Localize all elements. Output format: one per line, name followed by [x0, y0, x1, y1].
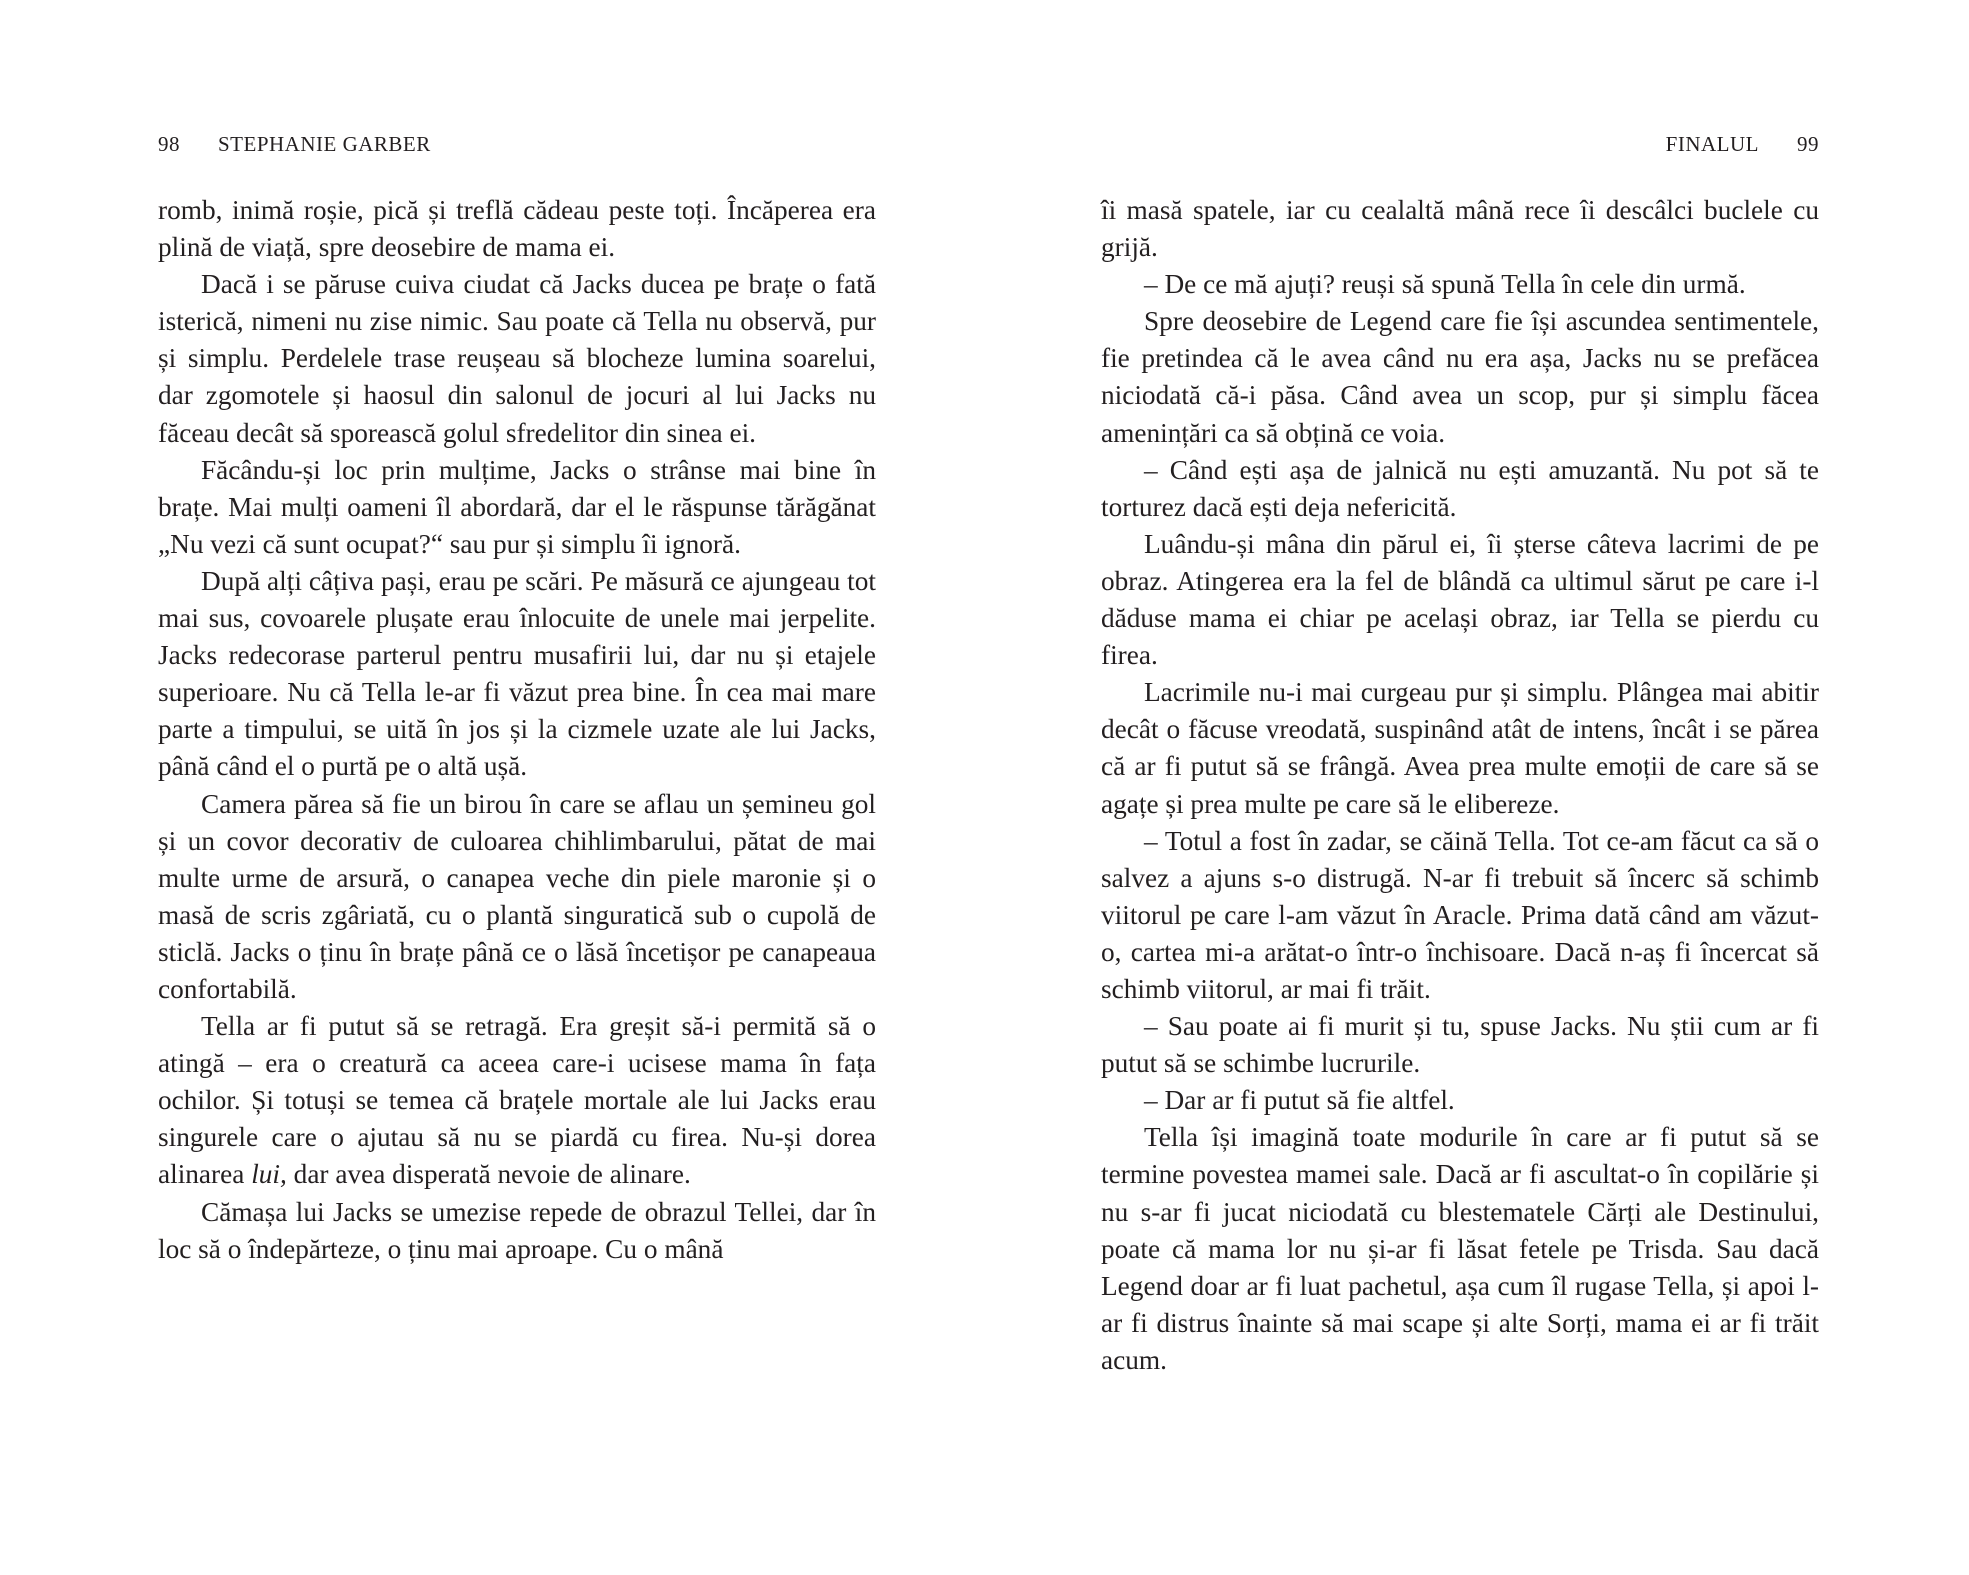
paragraph: – Totul a fost în zadar, se căină Tella. Tot ce-am făcut ca să o salvez a ajuns s-o distrugă. N-ar fi trebuit să încerc să schimb viitorul pe care l-am văzut în Aracle. Prima dată când am văzut-o, cartea mi-a arătat-o într-o închisoare. Dacă n-aș fi încercat să schimb viitorul, ar mai fi trăit.	[1101, 825, 1819, 1004]
paragraph: Cămașa lui Jacks se umezise repede de obrazul Tellei, dar în loc să o îndepărteze, o ținu mai aproape. Cu o mână	[158, 1196, 876, 1264]
paragraph: Lacrimile nu-i mai curgeau pur și simplu. Plângea mai abitir decât o făcuse vreodată, suspinând atât de intens, încât i se părea că ar fi putut să se frângă. Avea prea multe emoții de care să se agațe și prea multe pe care să le elibereze.	[1101, 677, 1819, 819]
paragraph: – Când ești așa de jalnică nu ești amuzantă. Nu pot să te torturez dacă ești deja nefericită.	[1101, 454, 1819, 522]
right-chapter-title: FINALUL	[1665, 132, 1759, 156]
left-author-name: STEPHANIE GARBER	[218, 132, 431, 156]
paragraph-text: dar avea disperată nevoie de alinare.	[286, 1159, 691, 1190]
right-page	[1101, 132, 1819, 1379]
paragraph: – De ce mă ajuți? reuși să spună Tella în cele din urmă.	[1144, 269, 1746, 300]
right-running-head	[1101, 132, 1819, 170]
paragraph: Dacă i se păruse cuiva ciudat că Jacks ducea pe brațe o fată isterică, nimeni nu zise nimic. Sau poate că Tella nu observă, pur și simplu. Perdelele trase reușeau să blocheze lumina soarelui, dar zgomotele și haosul din salonul de jocuri al lui Jacks nu făceau decât să sporească golul sfredelitor din sinea ei.	[158, 269, 876, 448]
paragraph: După alți câțiva pași, erau pe scări. Pe măsură ce ajungeau tot mai sus, covoarele plușate erau înlocuite de unele mai jerpelite. Jacks redecorase parterul pentru musafirii lui, dar nu și etajele superioare. Nu că Tella le-ar fi văzut prea bine. În cea mai mare parte a timpului, se uită în jos și la cizmele uzate ale lui Jacks, până când el o purtă pe o altă ușă.	[158, 565, 876, 782]
paragraph: Tella își imagină toate modurile în care ar fi putut să se termine povestea mamei sale. Dacă ar fi ascultat-o în copilărie și nu s-ar fi jucat niciodată cu blestematele Cărți ale Destinului, poate că mama lor nu și-ar fi lăsat fetele pe Trisda. Sau dacă Legend doar ar fi luat pachetul, așa cum îl rugase Tella, și apoi l-ar fi distrus înainte să mai scape și alte Sorți, mama ei ar fi trăit acum.	[1101, 1122, 1819, 1375]
paragraph-italic-text: lui,	[251, 1159, 287, 1190]
paragraph: îi masă spatele, iar cu cealaltă mână rece îi descâlci buclele cu grijă.	[1101, 195, 1819, 263]
paragraph: – Sau poate ai fi murit și tu, spuse Jacks. Nu știi cum ar fi putut să se schimbe lucrurile.	[1101, 1011, 1819, 1079]
paragraph: – Dar ar fi putut să fie altfel.	[1144, 1085, 1455, 1116]
paragraph: Făcându-și loc prin mulțime, Jacks o strânse mai bine în brațe. Mai mulți oameni îl abordară, dar el le răspunse tărăgănat „Nu vezi că sunt ocupat?“ sau pur și simplu îi ignoră.	[158, 454, 876, 559]
right-page-number: 99	[1797, 132, 1819, 156]
paragraph: Camera părea să fie un birou în care se aflau un șemineu gol și un covor decorativ de culoarea chihlimbarului, pătat de mai multe urme de arsură, o canapea veche din piele maronie și o masă de scris zgâriată, cu o plantă singuratică sub o cupolă de sticlă. Jacks o ținu în brațe până ce o lăsă încetișor pe canapeaua confortabilă.	[158, 788, 876, 1004]
paragraph	[158, 1008, 876, 1193]
paragraph-text: Tella ar fi putut să se retragă. Era greșit să-i permită să o atingă – era o creatură ca aceea care-i ucisese mama în fața ochilor. Și totuși se temea că brațele mortale ale lui Jacks erau singurele care o ajutau să nu se piardă cu firea. Nu-și dorea alinarea	[158, 1011, 876, 1190]
paragraph: Luându-și mâna din părul ei, îi șterse câteva lacrimi de pe obraz. Atingerea era la fel de blândă ca ultimul sărut pe care i-l dăduse mama ei chiar pe același obraz, iar Tella se pierdu cu firea.	[1101, 528, 1819, 671]
left-running-head	[158, 132, 876, 170]
left-page-number: 98	[158, 132, 180, 156]
paragraph: Spre deosebire de Legend care fie își ascundea sentimentele, fie pretindea că le avea când nu era așa, Jacks nu se prefăcea niciodată că-i păsa. Când avea un scop, pur și simplu făcea amenințări ca să obțină ce voia.	[1101, 306, 1819, 448]
left-body-text	[158, 192, 876, 1268]
paragraph: romb, inimă roșie, pică și treflă cădeau peste toți. Încăperea era plină de viață, spre deosebire de mama ei.	[158, 195, 876, 263]
right-body-text	[1101, 192, 1819, 1379]
left-page	[158, 132, 876, 1268]
